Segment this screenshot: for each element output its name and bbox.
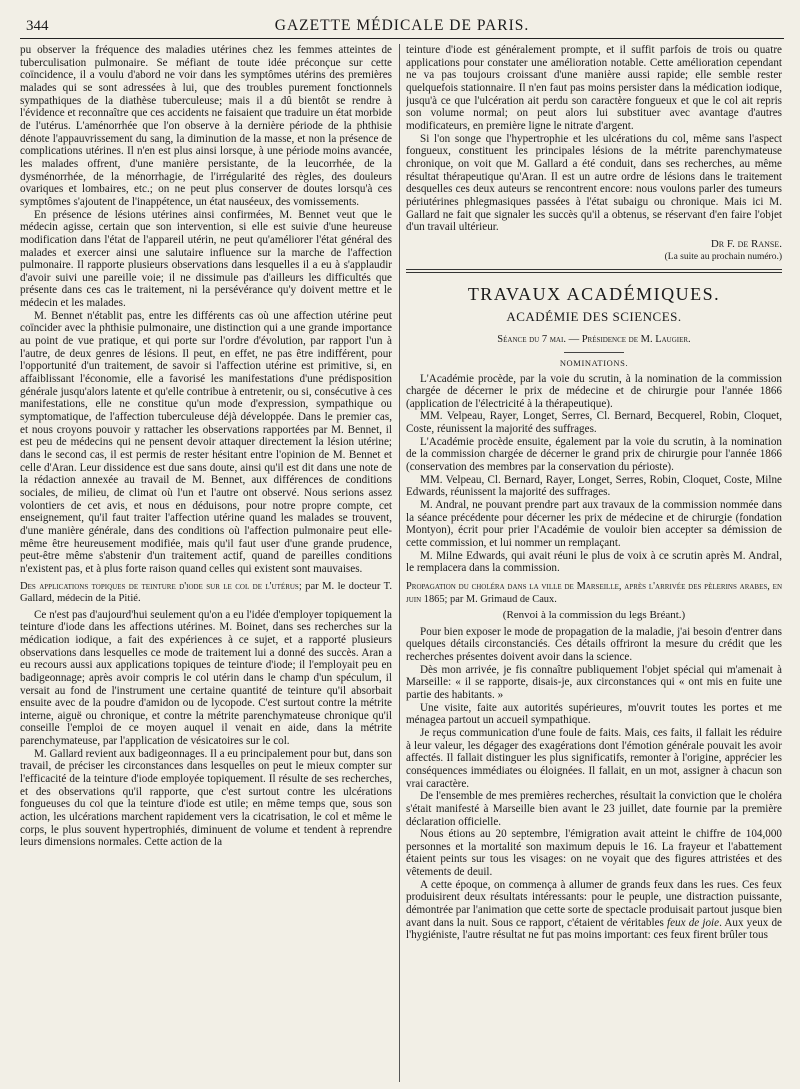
paragraph: Une visite, faite aux autorités supérieures, m'ouvrit toutes les portes et me ménagea partout un accueil sympathique. <box>406 701 782 727</box>
paragraph: M. Bennet n'établit pas, entre les différents cas où une affection utérine peut coïncider avec la phthisie pulmonaire, une distinction qui a une grande importance au point de vue pratique, et qui porte sur l'ordre d'évolution, par rapport l'un à l'autre, de deux genres de lésions. Il peut, en effet, ne pas être indifférent, pour l'opportunité d'un traitement, de savoir si l'affection utérine est primitive, si, en affaiblissant l'économie, elle a favorisé les manifestations d'une prédisposition générale jusqu'alors latente et qu'elle contribue à entretenir, ou si, consécutive à ces manifestations, elle ne constitue qu'un mode d'expression, sympathique ou symptomatique, de l'affection tuberculeuse déjà développée. Dans le premier cas, et nous croyons pouvoir y rattacher les observations rapportées par M. Bennet, il est peu de médecins qui ne pensent devoir attaquer directement la lésion utérine; dans le second cas, il est permis de rester hésitant entre l'opinion de M. Bennet et celle d'Aran. Leur dissidence est due sans doute, ainsi qu'il est dit dans une note de la rédaction annexée au travail de M. Bennet, aux différences de conditions sociales, de milieu, de climat où l'un et l'autre ont observé. Nous serions assez volontiers de cet avis, et nous en déduisons, pour notre propre compte, cet enseignement, qu'il faut traiter l'affection utérine quand les malades se trouvent, d'une manière générale, dans des conditions où l'affection pulmonaire peut elle-même être heureusement modifiée, mais qu'il faut user d'une grande prudence, peut-être même s'abstenir d'un traitement actif, quand de pareilles conditions n'existent pas, et à plus forte raison quand celles qui existent sont mauvaises. <box>20 309 392 575</box>
paragraph: M. Milne Edwards, qui avait réuni le plus de voix à ce scrutin après M. Andral, le remplacera dans la commission. <box>406 549 782 575</box>
right-column <box>406 44 782 1082</box>
newspaper-page <box>20 14 784 1082</box>
text-run: . Aux yeux de l'hygiéniste, l'autre résultat ne fut pas moins important: ces feux firent brûler tous <box>406 916 782 942</box>
paragraph: M. Andral, ne pouvant prendre part aux travaux de la commission nommée dans la séance précédente pour décerner les prix de médecine et de chirurgie (fondation Montyon), écrit pour prier l'Académie de vouloir bien accepter sa démission de cette commission, et lui nommer un remplaçant. <box>406 499 782 550</box>
paragraph: Nous étions au 20 septembre, l'émigration avait atteint le chiffre de 104,000 personnes et la mortalité son maximum depuis le 16. La frayeur et l'abattement étaient peints sur tous les visages: on ne voyait que des figures attristées et des vêtements de deuil. <box>406 828 782 879</box>
journal-title: GAZETTE MÉDICALE DE PARIS. <box>274 17 530 34</box>
author-signature: Dr F. de Ranse. <box>710 237 782 250</box>
nominations-heading: NOMINATIONS. <box>559 357 629 368</box>
paragraph: Si l'on songe que l'hypertrophie et les ulcérations du col, même sans l'aspect fongueux, constituent les principales lésions de la métrite parenchymateuse chronique, on voit que M. Gallard a été conduit, dans ses recherches, au même résultat thérapeutique qu'Aran. Il est un autre ordre de lésions dans le traitement desquelles ces deux auteurs se rencontrent encore: nous voulons parler des tumeurs périutérines phlegmasiques passées à l'état subaigu ou chronique. Mais ici M. Gallard ne fait que signaler les succès qu'il a obtenus, se réservant d'en faire l'objet d'un travail ultérieur. <box>406 132 782 234</box>
paragraph: Dès mon arrivée, je fis connaître publiquement l'objet spécial qui m'amenait à Marseille: « il se rapporte, disais-je, aux circonstances qui « ont mis en fuite une partie des habitants. » <box>406 663 782 701</box>
academy-heading: ACADÉMIE DES SCIENCES. <box>506 308 682 324</box>
article-title-author: ; par M. Grimaud de Caux. <box>444 593 557 605</box>
page-header <box>20 14 784 39</box>
paragraph: Je reçus communication d'une foule de faits. Mais, ces faits, il fallait les réduire à leur valeur, les dégager des exagérations dont l'émotion générale pouvait les avoir affectés. Il fallait distinguer les plus significatifs, remonter à l'origine, apprécier les conséquences immédiates ou éloignées. Il fallait, en un mot, assigner à chacun son vrai caractère. <box>406 726 782 790</box>
columns <box>20 44 784 1082</box>
paragraph: teinture d'iode est généralement prompte, et il suffit parfois de trois ou quatre applications pour constater une amélioration notable. Cette amélioration cependant ne va pas toujours croissant d'une manière aussi rapide; elle semble rester quelquefois stationnaire. Il n'en faut pas moins persister dans la médication iodique, jusqu'à ce que l'ulcération ait perdu son caractère fongueux et que le col ait repris son volume normal; on peut alors lui substituer avec avantage d'autres modificateurs, en première ligne le nitrate d'argent. <box>406 44 782 132</box>
left-column <box>20 44 392 1082</box>
article-title-main: Des applications topiques de teinture d'iode sur le col de l'utérus <box>20 580 299 592</box>
article-title <box>20 581 392 606</box>
column-divider <box>399 44 400 1082</box>
paragraph: Pour bien exposer le mode de propagation de la maladie, j'ai besoin d'entrer dans quelques détails circonstanciés. Ces détails offriront la mesure du crédit que les recherches présentes doivent avoir dans la science. <box>406 625 782 663</box>
paragraph: De l'ensemble de mes premières recherches, résultait la conviction que le choléra s'était manifesté à Marseille bien avant le 23 juillet, date fournie par la première déclaration officielle. <box>406 790 782 828</box>
section-divider <box>406 269 782 273</box>
paragraph: Ce n'est pas d'aujourd'hui seulement qu'on a eu l'idée d'employer topiquement la teinture d'iode dans les affections utérines. M. Boinet, dans ses recherches sur la médication iodique, a fait des expériences à ce sujet, et a rapporté plusieurs observations dans lesquelles ce mode de traitement lui a donné des succès. Aran a eu recours aussi aux applications topiques de teinture d'iode; il l'employait peu en badigeonnage; après avoir compris le col utérin dans le champ d'un spéculum, il versait au fond de l'instrument une certaine quantité de teinture qu'il absorbait ensuite avec de la poudre d'amidon ou de lycopode. C'est surtout contre la métrite interne, aiguë ou chronique, et contre la métrite parenchymateuse chronique qu'il conseille l'emploi de ce moyen auquel il venait en aide, dans la métrite parenchymateuse, par l'application de vésicatoires sur le col. <box>20 608 392 748</box>
italic-phrase: feux de joie <box>667 916 720 929</box>
paragraph: MM. Velpeau, Rayer, Longet, Serres, Cl. Bernard, Becquerel, Robin, Cloquet, Coste, réunissent la majorité des suffrages. <box>406 410 782 436</box>
article-title-main: Propagation du choléra dans la ville de Marseille, après l'arrivée des pèlerins arabes, en juin 1865 <box>406 581 782 605</box>
paragraph: L'Académie procède, par la voie du scrutin, à la nomination de la commission chargée de décerner le prix de médecine et de chirurgie pour l'année 1866 (application de l'électricité à la thérapeutique). <box>406 372 782 410</box>
text-run: A cette époque, on commença à allumer de grands feux dans les rues. Ces feux produisirent deux résultats intéressants: pour le peuple, une distraction puissante, démontrée par l'animation que cette sorte de spectacle produisait partout jusque bien avant dans la nuit. Sous ce rapport, c'étaient de véritables <box>406 878 782 929</box>
page-number: 344 <box>26 18 49 34</box>
continued-note: (La suite au prochain numéro.) <box>664 251 782 262</box>
paragraph: pu observer la fréquence des maladies utérines chez les femmes atteintes de tuberculisation pulmonaire. Se méfiant de toute idée préconçue sur cette coïncidence, il a voulu d'abord ne voir dans les symptômes utérins des premières malades qui se sont adressées à lui, que des troubles purement fonctionnels sympathiques de la diathèse tuberculeuse; mais il a dû bientôt se rendre à l'évidence et reconnaître que ces accidents ne faisaient que traduire un état morbide de l'utérus. L'aménorrhée que l'on observe à la dernière période de la phthisie dénote l'appauvrissement du sang, la diminution de la masse, et non la présence de complications utérines. Il n'en est plus ainsi lorsque, à une période moins avancée, les malades offrent, d'une manière persistante, de la leucorrhée, de la dysménorrhée, de la ménorrhagie, de l'irrégularité des règles, des douleurs ovariques et lombaires, etc.; on ne peut plus conserver de doutes lorsqu'à ces symptômes s'ajoutent de l'inappétence, un état nauséeux, des vomissements. <box>20 44 392 208</box>
paragraph: M. Gallard revient aux badigeonnages. Il a eu principalement pour but, dans son travail, de préciser les circonstances dans lesquelles on peut le mieux compter sur l'efficacité de la teinture d'iode employée topiquement. Il résulte de ses recherches, et des observations qu'il rapporte, que c'est surtout contre les ulcérations fongueuses du col que la teinture d'iode est utile; en même temps que, sous son action, les ulcérations marchent rapidement vers la cicatrisation, le col et même le corps, le plus souvent hypertrophiés, diminuent de volume et tendent à reprendre leurs dimensions normales. Cette action de la <box>20 747 392 849</box>
article-title-author: ; par M. le docteur T. Gallard, médecin de la Pitié. <box>20 580 392 605</box>
article-title <box>406 581 782 606</box>
paragraph <box>406 879 782 942</box>
referral-note: (Renvoi à la commission du legs Bréant.) <box>502 609 686 621</box>
paragraph: En présence de lésions utérines ainsi confirmées, M. Bennet veut que le médecin agisse, certain que son intervention, si elle est suivie d'une heureuse modification dans l'état de l'appareil utérin, ne peut qu'améliorer l'état général des malades et exercer ainsi une salutaire influence sur la marche de l'affection pulmonaire. Il rapporte plusieurs observations dans lesquelles il a eu à s'applaudir d'avoir suivi une pareille voie; il ne dissimule pas d'ailleurs les difficultés que présente dans ces cas le traitement, ni la persévérance qu'y doivent mettre et le médecin et les malades. <box>20 208 392 310</box>
seance-heading: Séance du 7 mai. — Présidence de M. Laugier. <box>497 333 691 345</box>
divider <box>564 352 624 353</box>
paragraph: L'Académie procède ensuite, également par la voie du scrutin, à la nomination de la commission chargée de décerner le grand prix de chirurgie pour l'année 1866 (conservation des membres par la conservation du périoste). <box>406 435 782 474</box>
paragraph: MM. Velpeau, Cl. Bernard, Rayer, Longet, Serres, Robin, Cloquet, Coste, Milne Edwards, réunissent la majorité des suffrages. <box>406 473 782 499</box>
section-banner: TRAVAUX ACADÉMIQUES. <box>467 283 721 304</box>
